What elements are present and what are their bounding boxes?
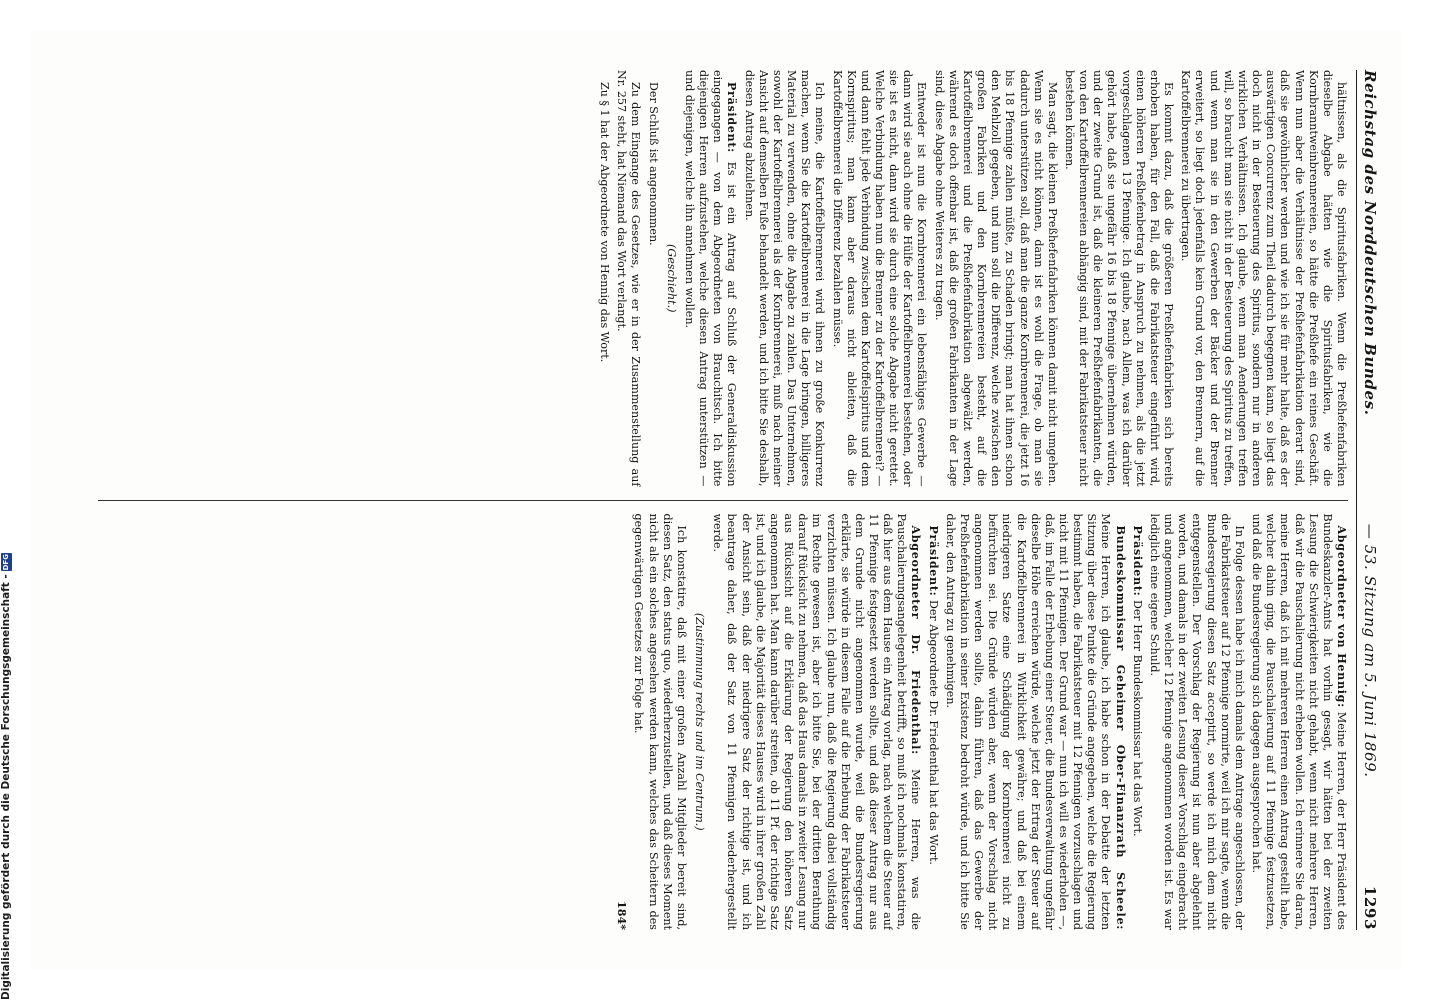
left-paragraph: Entweder ist nun die Kornbrennerei ein lebensfähiges Gewerbe — dann wird sie auch ohne die Hülfe der Kartoffelbrennerei bestehen, oder sie ist es nicht, dann wird sie durch eine solche Abgabe nicht gerettet. Welche Verbindung haben nun die Brenner zu der Kartoffelbrennerei? — und dann fehlt jede Verbindung zwischen dem Kartoffelspiritus und dem Kornspiritus; man kann aber daraus nicht ableiten, daß die Kartoffelbrennerei die Differenz bezahlen müsse. bbox=[830, 70, 929, 487]
left-paragraph: hältnissen, als die Spiritusfabriken. Wenn die Preßhefenfabriken dieselbe Abgabe hätten wie die Spiritusfabriken, wie die Kornbranntweinbrennereien, so hätte die Preßhefe ein reines Geschäft. Wenn nun aber die Verhältnisse der Preßhefenfabrikation derart sind, daß sie gewöhnlicher werden und wie ich sie für mehr halte, daß es der auswärtigen Concurrenz zum Theil dadurch begegnen kann, so liegt das doch nicht in der Besteuerung des Spiritus, sondern nur in anderen wirklichen Verhältnissen. Ich glaube, wenn man Aenderungen treffen will, so braucht man sie nicht in der Besteuerung des Spiritus zu treffen, und wenn man sie in den Gewerben der Bäcker und der Brenner erweitert, so liegt doch jedenfalls kein Grund vor, den Brennern, auf die Kartoffelbrennerei zu übertragen. bbox=[1179, 70, 1348, 487]
speaker-label: Bundeskommissar Geheimer Ober-Finanzrath Scheele: bbox=[1113, 525, 1127, 930]
right-paragraph: Ich konstatire, daß mit einer großen Anzahl Mitglieder bereit sind, diesen Satz, den status quo, wiederherzustellen, und daß dieses Moment nicht als ein solches angesehen werden kann, welches das Scheitern des gegenwärtigen Gesetzes zur Folge hat. bbox=[632, 513, 688, 930]
right-column bbox=[98, 514, 1348, 931]
speaker-label: Abgeordneter von Hennig: bbox=[1335, 525, 1348, 708]
page-header bbox=[1356, 70, 1379, 930]
closing-line: Zu § 1 hat der Abgeordnete von Hennig das Wort. bbox=[598, 82, 612, 363]
president-speech bbox=[925, 514, 939, 931]
journal-title: Reichstag des Norddeutschen Bundes. bbox=[1361, 70, 1379, 416]
speech-text: Meine Herren, der Herr Präsident des Bundeskanzler-Amts hat vorhin gesagt, wir hätten bei der zweiten Lesung die Schwierigkeiten nicht gehabt, wenn nicht mehrere Herren, daß wir die Pauschalierung nicht erheben wollen. Ich erinnere Sie daran, meine Herren, daß ich mit mehreren Herren einen Antrag gestellt habe, welcher dahin ging, die Pauschalierung auf 11 Pfennige festzusetzen, und daß die Bundesregierung sich dagegen ausgesprochen hat. bbox=[1250, 513, 1348, 930]
column-divider bbox=[98, 500, 1348, 501]
dfg-logo-icon: DFG bbox=[2, 554, 10, 571]
stage-note: (Zustimmung rechts und im Centrum.) bbox=[693, 612, 707, 831]
speech-friedenthal bbox=[710, 514, 922, 931]
right-paragraph: In Folge dessen habe ich mich damals dem Antrage angeschlossen, der die Fabrikatsteuer auf 12 Pfennige normirte, weil ich mir sagte, wenn die Bundesregierung diesen Satz acceptirt, so werde ich mich dem nicht entgegenstellen. Der Vorschlag der Regierung ist nun aber abgelehnt worden, und damals in der zweiten Lesung dieser Vorschlag eingebracht und angenommen, welcher 12 Pfennige angenommen worden ist. Es war lediglich eine eigene Schuld. bbox=[1147, 513, 1246, 930]
closing-line: Zu dem Eingange des Gesetzes, wie er in der Zusammenstellung auf Nr. 257 steht, hat Niemand das Wort verlangt. bbox=[615, 70, 643, 487]
speech-text: Es ist ein Antrag auf Schluß der Generaldiskussion eingegangen — von dem Abgeordneten von Brauchitsch. Ich bitte diejenigen Herren aufzustehen, welche diesen Antrag unterstützen — und diejenigen, welche ihn annehmen wollen. bbox=[682, 70, 739, 487]
closing-line: Der Schluß ist angenommen. bbox=[646, 82, 660, 246]
sheet-signature: 184* bbox=[615, 901, 629, 930]
credit-text: Digitalisierung gefördert durch die Deutsche Forschungsgemeinschaft - bbox=[0, 574, 12, 1000]
left-paragraph: Es kommt dazu, daß die größeren Preßhefenfabriken sich bereits erhoben haben, für den Fall, daß die Fabrikatsteuer eingeführt wird, einen höheren Preßhefenbetrag in Anspruch zu nehmen, als die jetzt vorgeschlagenen 13 Pfennige. Ich glaube, nach Allem, was ich darüber gehört habe, daß sie ungefähr 16 bis 18 Pfennige übernehmen würden, und der zweite Grund ist, daß die kleineren Preßhefenfabrikanten, die von den Kartoffelbrennereien abhängig sind, mit der Fabrikatsteuer nicht bestehen können. bbox=[1063, 70, 1176, 487]
president-speech bbox=[682, 70, 739, 487]
text-columns bbox=[98, 70, 1348, 930]
rotated-document-page bbox=[31, 30, 1401, 970]
speaker-label: Präsident: bbox=[926, 525, 940, 597]
speech-text: Der Abgeordnete Dr. Friedenthal hat das Wort. bbox=[926, 599, 940, 865]
stage-note: (Geschieht.) bbox=[664, 244, 678, 313]
left-column bbox=[98, 70, 1348, 487]
speech-text: Meine Herren, ich glaube, ich habe schon in der Debatte der letzten Sitzung über diese Punkte die Gründe angegeben, welche die Regierung bestimmt haben, die Fabrikatsteuer mit 12 Pfennigen vorzuschlagen und nicht mit 11 Pfennigen. Der Grund war — nun ich will es wiederholen —, daß, im Falle der Erhebung einer Steuer, die Bundesverwaltung ungefähr dieselbe Höhe erreichen würde, welche jetzt der Ertrag der Steuer auf die Kartoffelbrennerei in Wirklichkeit gewähre; und daß bei einem niedrigeren Satze eine Schädigung der Kornbrennerei nicht zu befürchten sei. Die Gründe würden aber, wenn der Vorschlag nicht angenommen werden sollte, dahin führen, daß das Gewerbe der Preßhefenfabrikation in seiner Existenz bedroht würde, und ich bitte Sie daher, den Antrag zu genehmigen. bbox=[943, 513, 1113, 930]
page-number: 1293 bbox=[1361, 885, 1379, 930]
speech-text: Der Herr Bundeskommissar hat das Wort. bbox=[1130, 599, 1144, 837]
speaker-label: Präsident: bbox=[725, 82, 739, 153]
speaker-label: Präsident: bbox=[1130, 525, 1144, 597]
president-speech bbox=[1130, 514, 1144, 931]
speech-commissioner bbox=[943, 514, 1127, 931]
speech-text: Meine Herren, was die Pauschalierungsangelegenheit betrifft, so muß ich nochmals konstatiren, daß hier aus dem Hause ein Antrag vorlag, nach welchem die Steuer auf 11 Pfennige festgesetzt werden sollte, und daß dieser Antrag nur aus dem Grunde nicht angenommen wurde, weil die Bundesregierung erklärte, sie würde in diesem Falle auf die Erhebung der Fabrikatsteuer verzichten müssen. Ich glaube nun, daß die Regierung dabei vollständig im Rechte gewesen ist, aber ich bitte Sie, bei der dritten Berathung darauf Rücksicht zu nehmen, daß das Haus damals in zweiter Lesung nur aus Rücksicht auf die Erklärung der Regierung den höheren Satz angenommen hat. Man kann darüber streiten, ob 11 Pf. der richtige Satz ist, und ich glaube, die Majorität dieses Hauses wird in ihrer großen Zahl der Ansicht sein, daß der niedrigere Satz der richtige ist, und ich beantrage daher, daß der Satz von 11 Pfennigen wiederhergestellt werde. bbox=[711, 513, 923, 930]
speaker-label: Abgeordneter Dr. Friedenthal: bbox=[909, 525, 923, 755]
digitization-credit bbox=[0, 550, 14, 1000]
session-line: — 53. Sitzung am 5. Juni 1869. bbox=[1361, 523, 1379, 778]
left-paragraph: Ich meine, die Kartoffelbrennerei wird ihnen zu große Konkurrenz machen, wenn Sie die Kartoffelbrennerei in die Lage bringen, billigeres Material zu verwenden, ohne die Abgabe zu zahlen. Das Unternehmen, sowohl der Kartoffelbrennerei als der Kornbrennerei, muß nach meiner Ansicht auf demselben Fuße behandelt werden, und ich bitte Sie deshalb, diesen Antrag abzulehnen. bbox=[742, 70, 827, 487]
left-paragraph: Man sagt, die kleinen Preßhefenfabriken können damit nicht umgehen. Wenn sie es nicht können, dann ist es wohl die Frage, ob man sie dadurch unterstützen soll, daß man die ganze Kornbrennerei, die jetzt 16 bis 18 Pfennige zahlen müßte, zu Schaden bringt; man hat ihnen schon den Mehlzoll gegeben, und nun soll die Differenz, welche zwischen den großen Fabriken und den Kornbrennereien besteht, auf die Kartoffelbrennerei und die Preßhefenfabrikation abgewälzt werden, während es doch offenbar ist, daß die großen Fabrikanten in der Lage sind, diese Abgabe ohne Weiteres zu tragen. bbox=[932, 70, 1059, 487]
speech-hennig bbox=[1249, 514, 1348, 931]
